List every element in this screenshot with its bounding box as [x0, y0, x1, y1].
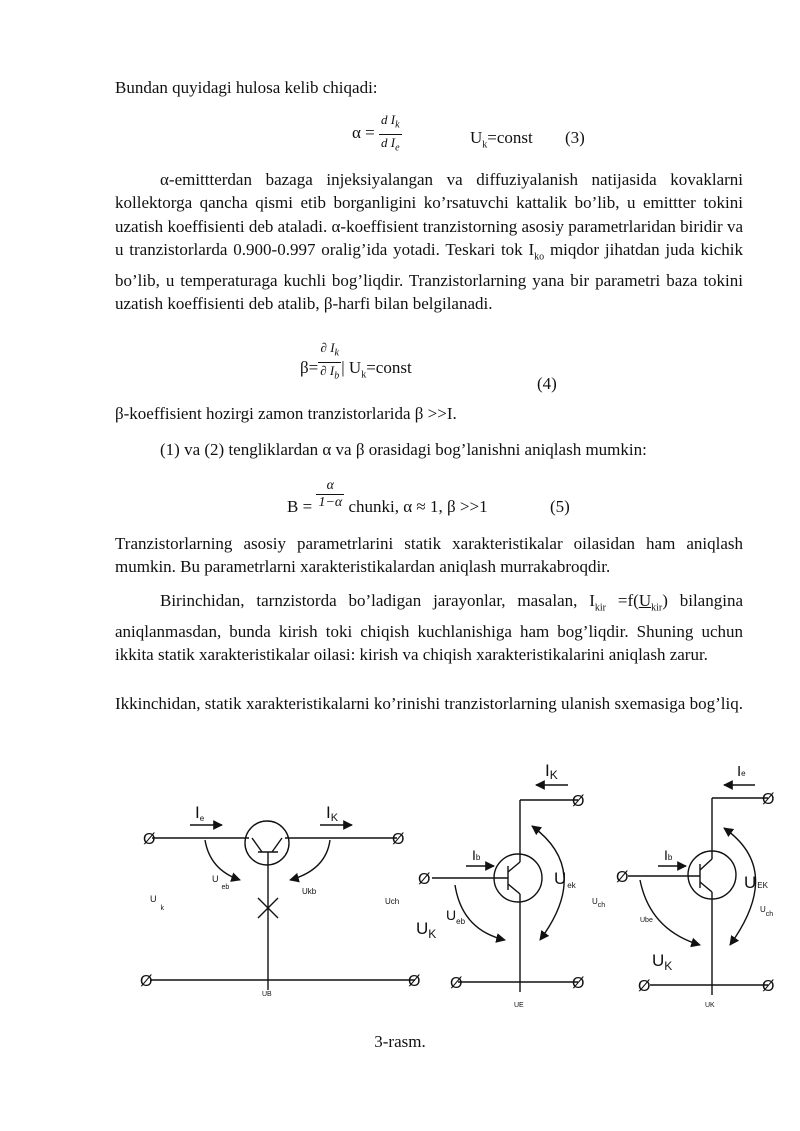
- cc-uch-right-label: Uch: [760, 905, 774, 918]
- cc-c-lead: [700, 882, 712, 892]
- formula-3-numerator: d I: [381, 112, 396, 127]
- cb-terminal-tl: Ø: [143, 831, 156, 848]
- cb-ueb-label: $U_{eb}$: [212, 874, 230, 891]
- cb-terminal-br: Ø: [408, 973, 421, 990]
- cb-ueb-arc: [205, 840, 240, 880]
- cb-uch-label: Uch: [385, 897, 400, 906]
- cb-transistor: [245, 821, 289, 865]
- formula-4-lhs: β=: [300, 358, 319, 377]
- formula-4-numerator: ∂ I: [320, 340, 335, 355]
- ce-ueb-arc: [455, 885, 505, 940]
- cb-ukb-arc: [290, 840, 330, 880]
- intro-text: Bundan quyidagi hulosa kelib chiqadi:: [115, 78, 378, 97]
- ce-terminal-br: Ø: [572, 975, 585, 992]
- common-base-circuit: [150, 821, 415, 990]
- alpha-paragraph-rest: miqdor jihatdan juda kichik bo’lib, u temperaturaga kuchli bog’liqdir. Tranzistorlarning yana bir parametri baza tokini uzatish koeffisienti deb atalib, β-harfi bilan belgilanadi.: [115, 240, 743, 314]
- beta-text: β-koeffisient hozirgi zamon tranzistorlarida β >>I.: [115, 404, 457, 423]
- first-paragraph-sub1: kir: [594, 602, 607, 614]
- cb-collector-lead: [272, 838, 282, 852]
- cc-uch-left-label: Uch: [592, 897, 606, 909]
- first-paragraph-b: =f(: [606, 591, 639, 610]
- first-paragraph-c: ) bilangina aniqlanmasdan, bunda kirish toki chiqish kuchlanishiga ham bog’liqdir. Shuning uchun ikkita statik xarakteristikalar oilasi: kirish va chiqish xarakteristikalarini aniqlash zarur.: [115, 591, 743, 665]
- formula-3-number: (3): [565, 128, 585, 147]
- cc-ube-arc: [640, 880, 700, 945]
- formula-3-cond-u: U: [470, 128, 483, 147]
- cb-terminal-tr: Ø: [392, 831, 405, 848]
- formula-3-denominator-sub: e: [395, 142, 400, 154]
- formula-4-cond: | U: [341, 358, 362, 377]
- cc-ube-label: Ube: [640, 917, 653, 924]
- cc-e-lead: [700, 859, 712, 870]
- ce-terminal-bl: Ø: [450, 975, 463, 992]
- relation-text: (1) va (2) tengliklardan α va β orasidagi bog’lanishni aniqlash mumkin:: [160, 440, 647, 459]
- cc-terminal-tr: Ø: [762, 791, 775, 808]
- cc-terminal-bl: Ø: [638, 978, 651, 995]
- cc-uek-label: UEK: [744, 873, 768, 892]
- formula-4-cond-sub: k: [361, 369, 367, 381]
- formula-3-cond-sub: k: [482, 139, 488, 151]
- formula-5-rest: chunki, α ≈ 1, β >>1: [348, 497, 488, 516]
- formula-3-cond-rest: =const: [487, 128, 533, 147]
- cb-ukb-label: Ukb: [302, 887, 317, 896]
- ce-terminal-l: Ø: [418, 871, 431, 888]
- formula-4-numerator-sub: k: [334, 347, 339, 359]
- cb-ie-label: Ie: [195, 803, 205, 823]
- formula-4-denominator: ∂ I: [320, 362, 335, 378]
- second-paragraph-text: Ikkinchidan, statik xarakteristikalarni ko’rinishi tranzistorlarning ulanish sxemasiga bog’liq.: [115, 694, 743, 713]
- cb-uk-label: $U_k$: [150, 894, 164, 912]
- ce-uk-label: $U_K$: [416, 919, 437, 941]
- cc-terminal-l: Ø: [616, 869, 629, 886]
- cc-ie-label: Ie: [737, 763, 746, 780]
- ce-ik-label: IK: [545, 761, 558, 782]
- formula-4-cond-rest: =const: [366, 358, 412, 377]
- formula-3-lhs: α =: [352, 123, 375, 142]
- cb-emitter-lead: [252, 838, 262, 852]
- alpha-paragraph-sub: ko: [534, 251, 545, 263]
- ce-ueb-label: $U_{eb}$: [446, 907, 466, 926]
- cc-uk-label: $U_K$: [652, 951, 673, 973]
- first-paragraph-sub2: kir: [651, 602, 663, 614]
- formula-4-denominator-sub: b: [334, 370, 340, 382]
- cc-ground-label: UK: [705, 1002, 715, 1009]
- first-paragraph-a: Birinchidan, tarnzistorda bo’ladigan jarayonlar, masalan, I: [160, 591, 595, 610]
- ce-terminal-tr: Ø: [572, 793, 585, 810]
- figure-caption: 3-rasm.: [374, 1032, 426, 1051]
- formula-5-numerator: α: [316, 478, 344, 495]
- cc-terminal-br: Ø: [762, 978, 775, 995]
- common-emitter-circuit: [432, 785, 578, 992]
- cc-ib-label: Ib: [664, 847, 673, 863]
- formula-4-number: (4): [537, 374, 557, 393]
- formula-5-lhs: B =: [287, 497, 313, 516]
- cb-ground-label: UB: [262, 991, 272, 998]
- params-paragraph: Tranzistorlarning asosiy parametrlarini statik xarakteristikalar oilasidan ham aniqlash mumkin. Bu parametrlarni xarakteristikalardan aniqlash murrakabroqdir.: [115, 534, 743, 577]
- cb-ik-label: IK: [326, 803, 339, 824]
- ce-ground-label: UE: [514, 1002, 524, 1009]
- formula-5-denominator: 1−α: [318, 495, 343, 510]
- ce-e-lead: [508, 884, 520, 894]
- cb-terminal-bl: Ø: [140, 973, 153, 990]
- alpha-paragraph-text: α-emittterdan bazaga injeksiyalangan va diffuziyalanish natijasida kovaklarni kollektorga qancha qismi etib borganligini ko’rsatuvchi kattalik bo’lib, u emittter tokini uzatish koeffisienti deb ataladi. α-koeffisient tranzistorning asosiy parametrlaridan biridir va u tranzistorlarda 0.900-0.997 oralig’ida yotadi. Teskari tok I: [115, 170, 743, 260]
- formula-3-numerator-sub: k: [395, 119, 400, 131]
- ce-c-lead: [508, 862, 520, 872]
- formula-5-number: (5): [550, 497, 570, 516]
- first-paragraph-u: U: [638, 591, 652, 610]
- ce-ib-label: Ib: [472, 847, 481, 863]
- formula-3-denominator: d I: [381, 134, 396, 150]
- ce-uek-label: $U_{ek}$: [554, 869, 576, 890]
